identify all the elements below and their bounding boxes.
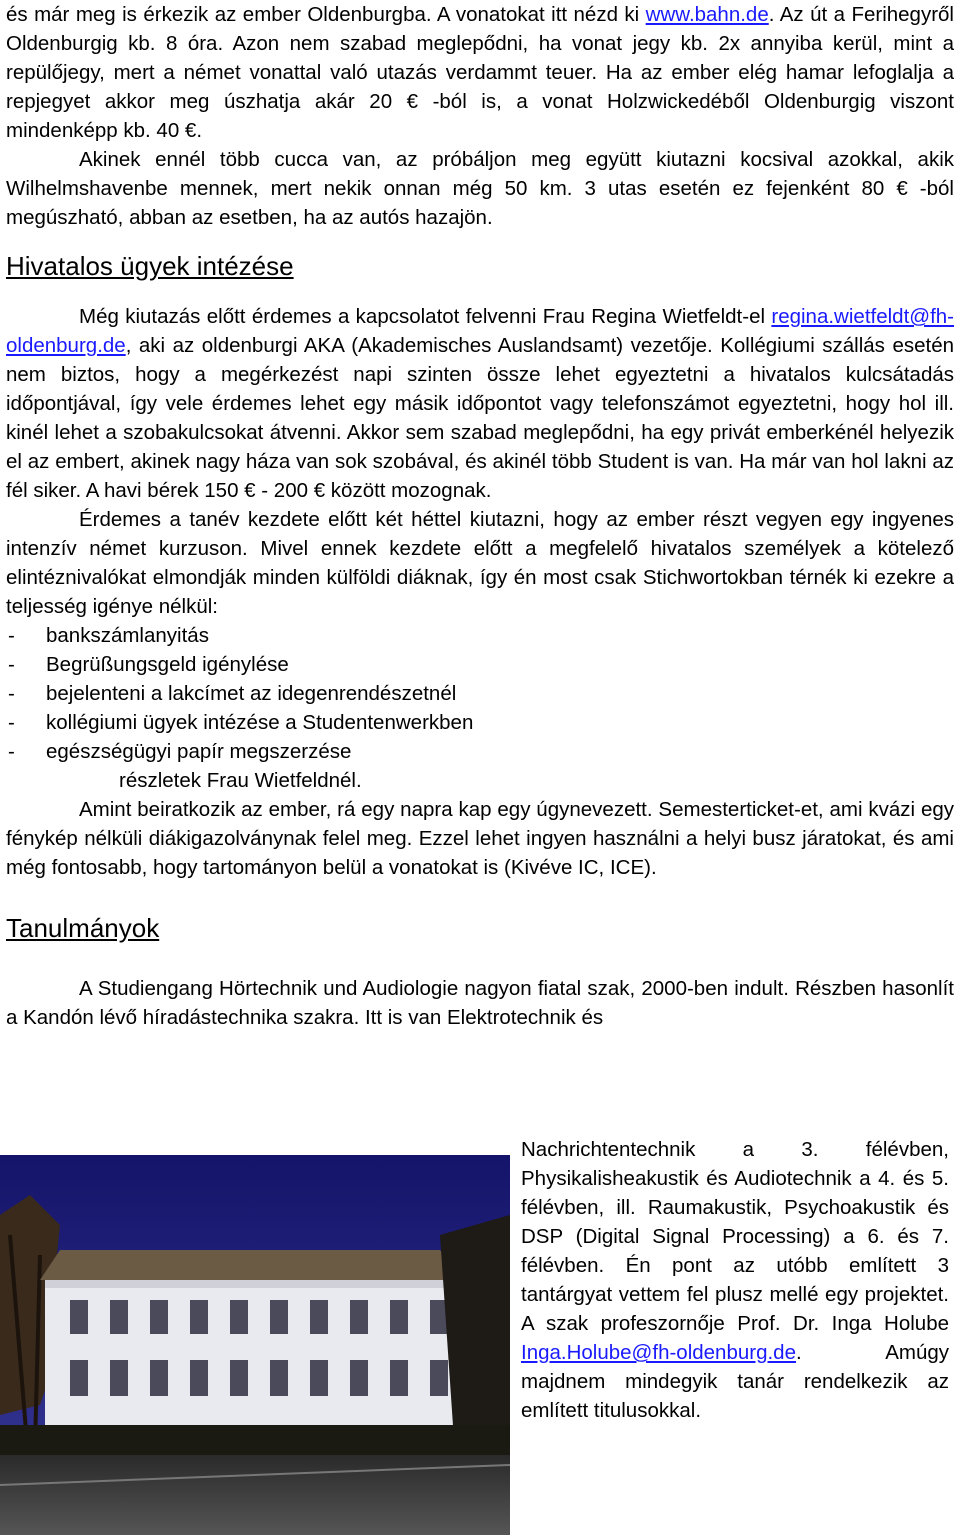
official-text-2: , aki az oldenburgi AKA (Akademisches Auslandsamt) vezetője. Kollégiumi szállás esetén nem biztos, hogy a megérkezést napi szinten össze lehet egyeztetni a hivatalos kulcsátadás időpontjával, így vele érdemes lehet egy másik időpontot vagy telefonszámot egyeztetni, hogy hol ill. kinél lehet a szobakulcsokat átvenni. Akkor sem szabad meglepődni, ha egy privát emberkénél helyezik el az embert, akinek nagy háza van sok szobával, és akinél több Student is van. Ha már van hol lakni az fél siker. A havi bérek 150 € - 200 € között mozognak. [6, 334, 954, 502]
studies-side-text-2: . Amúgy majdnem mindegyik tanár rendelkezik az említett titulusokkal. [521, 1341, 949, 1422]
list-dash: - [8, 682, 15, 705]
section-heading-studies: Tanulmányok [6, 913, 160, 943]
wietfeldt-email-link[interactable]: regina.wietfeldt@fh-oldenburg.de [6, 305, 954, 357]
task-list [6, 621, 954, 766]
semesterticket-paragraph: Amint beiratkozik az ember, rá egy napra kap egy úgynevezett. Semesterticket-et, ami kvázi egy fénykép nélküli diákigazolványnak felel meg. Ezzel lehet ingyen használni a helyi busz járatokat, és ami még fontosabb, hogy tartományon belül a vonatokat is (Kivéve IC, ICE). [6, 798, 954, 879]
list-dash: - [8, 624, 15, 647]
car-paragraph: Akinek ennél több cucca van, az próbáljon meg együtt kiutazni kocsival azokkal, akik Wilhelmshavenbe mennek, mert nekik onnan még 50 km. 3 utas esetén ez fejenként 80 € -ból megúszható, abban az esetben, ha az autós hazajön. [6, 148, 954, 229]
list-item-text: egészségügyi papír megszerzése [46, 740, 352, 763]
intro-paragraph [6, 0, 954, 145]
official-text: Még kiutazás előtt érdemes a kapcsolatot felvenni Frau Regina Wietfeldt-el [79, 305, 772, 328]
official-paragraph [6, 302, 954, 505]
building-photo [0, 1155, 510, 1535]
list-dash: - [8, 711, 15, 734]
course-paragraph: Érdemes a tanév kezdete előtt két héttel kiutazni, hogy az ember részt vegyen egy ingyenes intenzív német kurzuson. Mivel ennek kezdete előtt a megfelelő hivatalos személyek a kötelező elintéznivalókat elmondják minden külföldi diáknak, így én most csak Stichwortokban térnék ki ezekre a teljesség igénye nélkül: [6, 508, 954, 618]
building-image [0, 1155, 510, 1535]
section-heading-official: Hivatalos ügyek intézése [6, 251, 294, 281]
list-dash: - [8, 740, 15, 763]
holube-email-link[interactable]: Inga.Holube@fh-oldenburg.de [521, 1341, 796, 1364]
list-item [6, 650, 954, 679]
document-page [6, 0, 954, 1032]
list-item [6, 679, 954, 708]
studies-side-text-1: Nachrichtentechnik a 3. félévben, Physikalisheakustik és Audiotechnik a 4. és 5. félévben, ill. Raumakustik, Psychoakustik és DSP (Digital Signal Processing) a 6. és 7. félévben. Én pont az utóbb említett 3 tantárgyat vettem fel plusz mellé egy projektet. A szak profeszornője Prof. Dr. Inga Holube [521, 1138, 949, 1335]
intro-text-3: Ha az ember elég hamar lefoglalja a repjegyet akkor meg úszhatja akár 20 € -ból is, a vonat Holzwickedéből Oldenburgig viszont mindenképp kb. 40 €. [6, 61, 954, 142]
list-item [6, 621, 954, 650]
list-dash: - [8, 653, 15, 676]
list-item-text: Begrüßungsgeld igénylése [46, 653, 289, 676]
list-item [6, 708, 954, 737]
studies-side-text [521, 1135, 949, 1425]
studies-side-paragraph [521, 1135, 949, 1425]
list-item-text: bankszámlanyitás [46, 624, 209, 647]
task-note: részletek Frau Wietfeldnél. [119, 769, 362, 792]
studies-paragraph: A Studiengang Hörtechnik und Audiologie nagyon fiatal szak, 2000-ben indult. Részben hasonlít a Kandón lévő híradástechnika szakra. Itt is van Elektrotechnik és [6, 977, 954, 1029]
intro-text: és már meg is érkezik az ember Oldenburgba. A vonatokat itt nézd ki [6, 3, 646, 26]
intro-text-2: . Az út a Ferihegyről Oldenburgig kb. 8 óra. Azon nem szabad meglepődni, ha vonat jegy kb. 2x annyiba kerül, mint a repülőjegy, mert a német vonattal való utazás verdammt teuer. [6, 3, 954, 84]
list-item-text: kollégiumi ügyek intézése a Studentenwerkben [46, 711, 474, 734]
list-item-text: bejelenteni a lakcímet az idegenrendészetnél [46, 682, 457, 705]
list-item [6, 737, 954, 766]
bahn-link[interactable]: www.bahn.de [645, 3, 769, 26]
